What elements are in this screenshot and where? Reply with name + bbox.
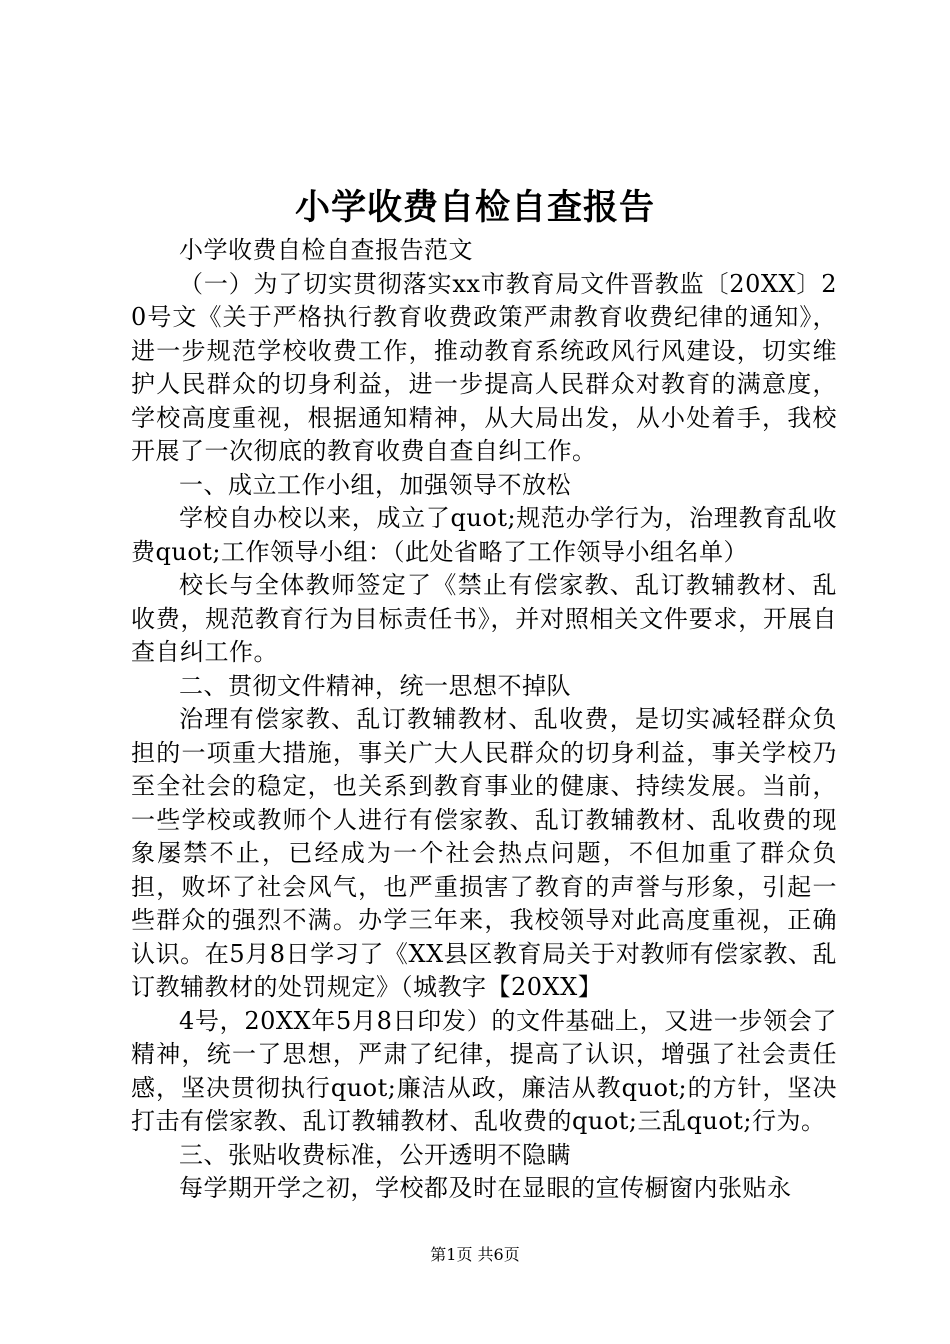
section-heading-3: 三、张贴收费标准，公开透明不隐瞒 [179, 1140, 571, 1169]
document-title: 小学收费自检自查报告 [294, 187, 655, 228]
body-paragraph: 治理有偿家教、乱订教辅教材、乱收费，是切实减轻群众负担的一项重大措施，事关广大人民群众的切身利益，事关学校乃至全社会的稳定，也关系到教育事业的健康、持续发展。当前，一些学校或教师个人进行有偿家教、乱订教辅教材、乱收费的现象屡禁不止，已经成为一个社会热点问题，不但加重了群众负担，败坏了社会风气，也严重损害了教育的声誉与形象，引起一些群众的强烈不满。办学三年来，我校领导对此高度重视，正确认识。在5月8日学习了《XX县区教育局关于对教师有偿家教、乱订教辅教材的处罚规定》（城教字【20XX】 [131, 705, 837, 1001]
body-paragraph: 校长与全体教师签定了《禁止有偿家教、乱订教辅教材、乱收费，规范教育行为目标责任书》，并对照相关文件要求，开展自查自纠工作。 [131, 571, 837, 666]
subtitle-paragraph: 小学收费自检自查报告范文 [179, 236, 473, 264]
document-body [131, 234, 837, 1206]
intro-paragraph: （一）为了切实贯彻落实xx市教育局文件晋教监〔20XX〕20号文《关于严格执行教育收费政策严肃教育收费纪律的通知》，进一步规范学校收费工作，推动教育系统政风行风建设，切实维护人民群众的切身利益，进一步提高人民群众对教育的满意度，学校高度重视，根据通知精神，从大局出发，从小处着手，我校开展了一次彻底的教育收费自查自纠工作。 [131, 269, 837, 465]
body-paragraph: 每学期开学之初，学校都及时在显眼的宣传橱窗内张贴永 [179, 1174, 792, 1202]
body-paragraph: 学校自办校以来，成立了quot;规范办学行为，治理教育乱收费quot;工作领导小组：（此处省略了工作领导小组名单） [131, 504, 837, 566]
page-footer: 第1页 共6页 [430, 1245, 520, 1264]
body-paragraph: 4号，20XX年5月8日印发）的文件基础上，又进一步领会了精神，统一了思想，严肃了纪律，提高了认识，增强了社会责任感，坚决贯彻执行quot;廉洁从政，廉洁从教quot;的方针，坚决打击有偿家教、乱订教辅教材、乱收费的quot;三乱quot;行为。 [131, 1006, 837, 1135]
section-heading-2: 二、贯彻文件精神，统一思想不掉队 [179, 671, 571, 700]
section-heading-1: 一、成立工作小组，加强领导不放松 [179, 470, 571, 499]
